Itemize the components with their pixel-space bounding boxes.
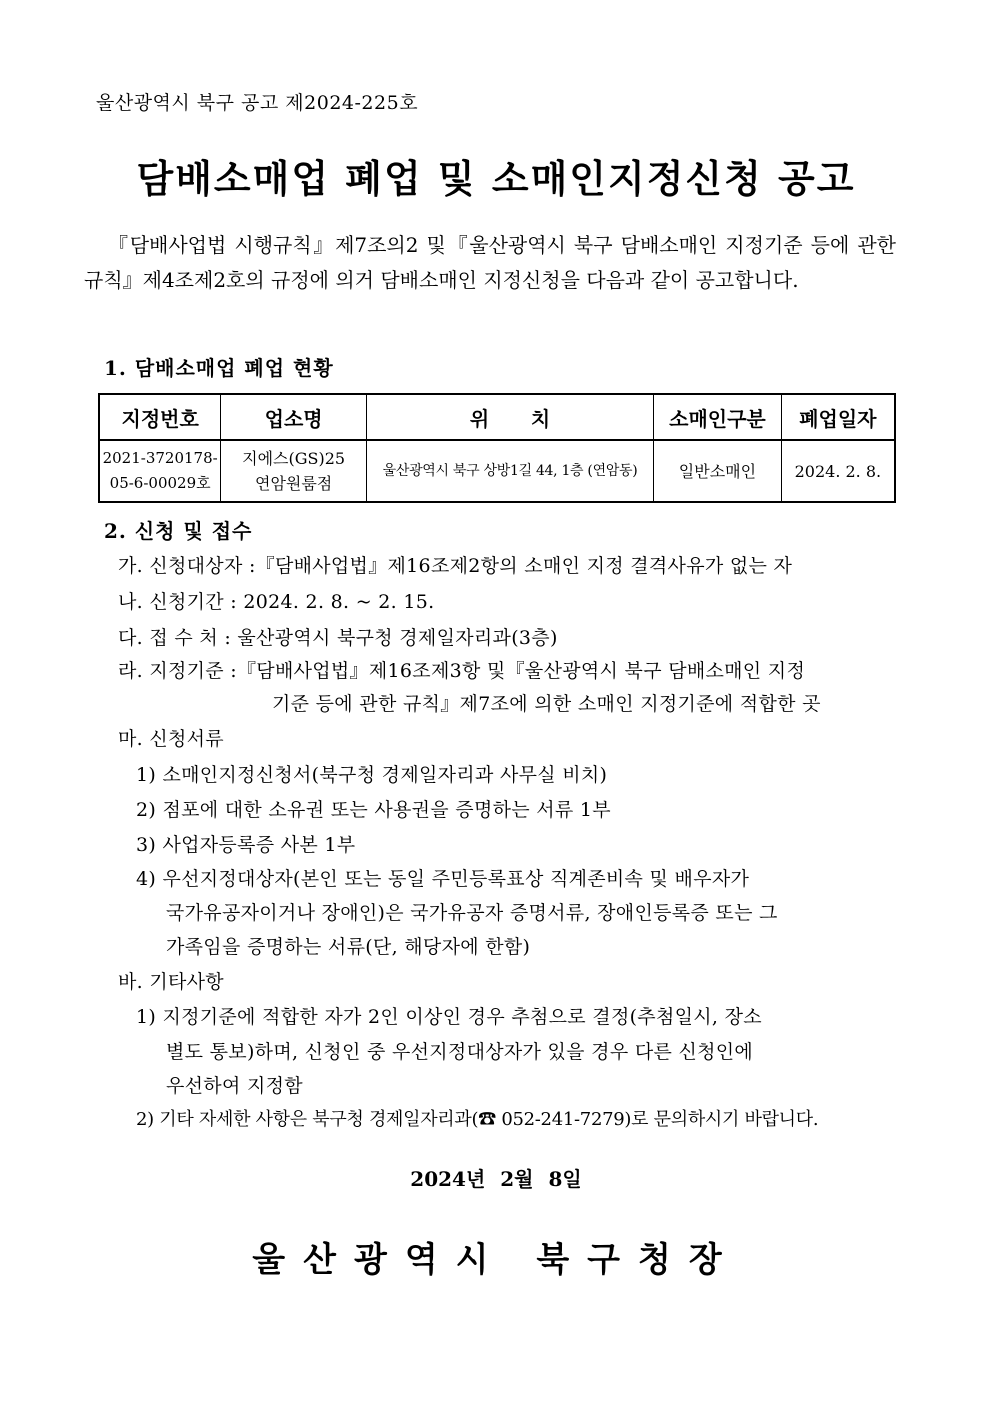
cell-type: 일반소매인 bbox=[654, 440, 782, 502]
cell-id-line1: 2021-3720178- bbox=[102, 449, 218, 467]
signer: 울산광역시 북구청장 bbox=[252, 1240, 740, 1280]
header-location: 위 치 bbox=[366, 394, 653, 440]
cell-name-line2: 연암원룸점 bbox=[254, 474, 333, 493]
other-item-1-line3: 우선하여 지정함 bbox=[166, 1075, 303, 1097]
other-item-1-line1: 1) 지정기준에 적합한 자가 2인 이상인 경우 추첨으로 결정(추첨일시, 장소 bbox=[136, 1006, 762, 1028]
section1-heading: 1. 담배소매업 폐업 현황 bbox=[104, 356, 334, 380]
notice-date: 2024년 2월 8일 bbox=[410, 1167, 582, 1191]
intro-text: 『담배사업법 시행규칙』제7조의2 및『울산광역시 북구 담배소매인 지정기준 등에 관한 규칙』제4조제2호의 규정에 의거 담배소매인 지정신청을 다음과 같이 공고합니다. bbox=[84, 233, 896, 292]
other-item-2: 2) 기타 자세한 사항은 북구청 경제일자리과(☎ 052-241-7279)로 문의하시기 바랍니다. bbox=[136, 1109, 819, 1130]
item-applicant: 가. 신청대상자 :『담배사업법』제16조제2항의 소매인 지정 결격사유가 없는 자 bbox=[118, 555, 793, 577]
cell-name-line1: 지에스(GS)25 bbox=[242, 449, 346, 468]
doc-item-1: 1) 소매인지정신청서(북구청 경제일자리과 사무실 비치) bbox=[136, 764, 608, 786]
item-office: 다. 접 수 처 : 울산광역시 북구청 경제일자리과(3층) bbox=[118, 627, 558, 649]
page-title: 담배소매업 폐업 및 소매인지정신청 공고 bbox=[136, 156, 856, 201]
item-criteria-line2: 기준 등에 관한 규칙』제7조에 의한 소매인 지정기준에 적합한 곳 bbox=[272, 693, 821, 715]
doc-item-4-line1: 4) 우선지정대상자(본인 또는 동일 주민등록표상 직계존비속 및 배우자가 bbox=[136, 868, 750, 890]
notice-number: 울산광역시 북구 공고 제2024-225호 bbox=[96, 92, 419, 114]
item-documents: 마. 신청서류 bbox=[118, 728, 224, 750]
item-criteria-line1: 라. 지정기준 :『담배사업법』제16조제3항 및『울산광역시 북구 담배소매인 지정 bbox=[118, 660, 806, 682]
cell-location: 울산광역시 북구 상방1길 44, 1층 (연암동) bbox=[366, 440, 653, 502]
doc-item-4-line3: 가족임을 증명하는 서류(단, 해당자에 한함) bbox=[166, 936, 531, 958]
cell-closed-date: 2024. 2. 8. bbox=[781, 440, 895, 502]
item-period: 나. 신청기간 : 2024. 2. 8. ~ 2. 15. bbox=[118, 591, 435, 613]
table-header-row bbox=[99, 394, 895, 440]
other-item-1-line2: 별도 통보)하며, 신청인 중 우선지정대상자가 있을 경우 다른 신청인에 bbox=[166, 1041, 754, 1063]
header-id: 지정번호 bbox=[99, 394, 221, 440]
header-type: 소매인구분 bbox=[654, 394, 782, 440]
doc-item-3: 3) 사업자등록증 사본 1부 bbox=[136, 834, 356, 856]
table-row bbox=[99, 440, 895, 502]
cell-name bbox=[221, 440, 367, 502]
item-other: 바. 기타사항 bbox=[118, 971, 224, 993]
doc-item-2: 2) 점포에 대한 소유권 또는 사용권을 증명하는 서류 1부 bbox=[136, 799, 611, 821]
doc-item-4-line2: 국가유공자이거나 장애인)은 국가유공자 증명서류, 장애인등록증 또는 그 bbox=[166, 902, 778, 924]
cell-id-line2: 05-6-00029호 bbox=[109, 474, 211, 492]
cell-id bbox=[99, 440, 221, 502]
header-name: 업소명 bbox=[221, 394, 367, 440]
closure-status-table bbox=[98, 393, 896, 503]
intro-paragraph bbox=[84, 228, 896, 298]
section2-heading: 2. 신청 및 접수 bbox=[104, 519, 253, 543]
header-closed-date: 폐업일자 bbox=[781, 394, 895, 440]
